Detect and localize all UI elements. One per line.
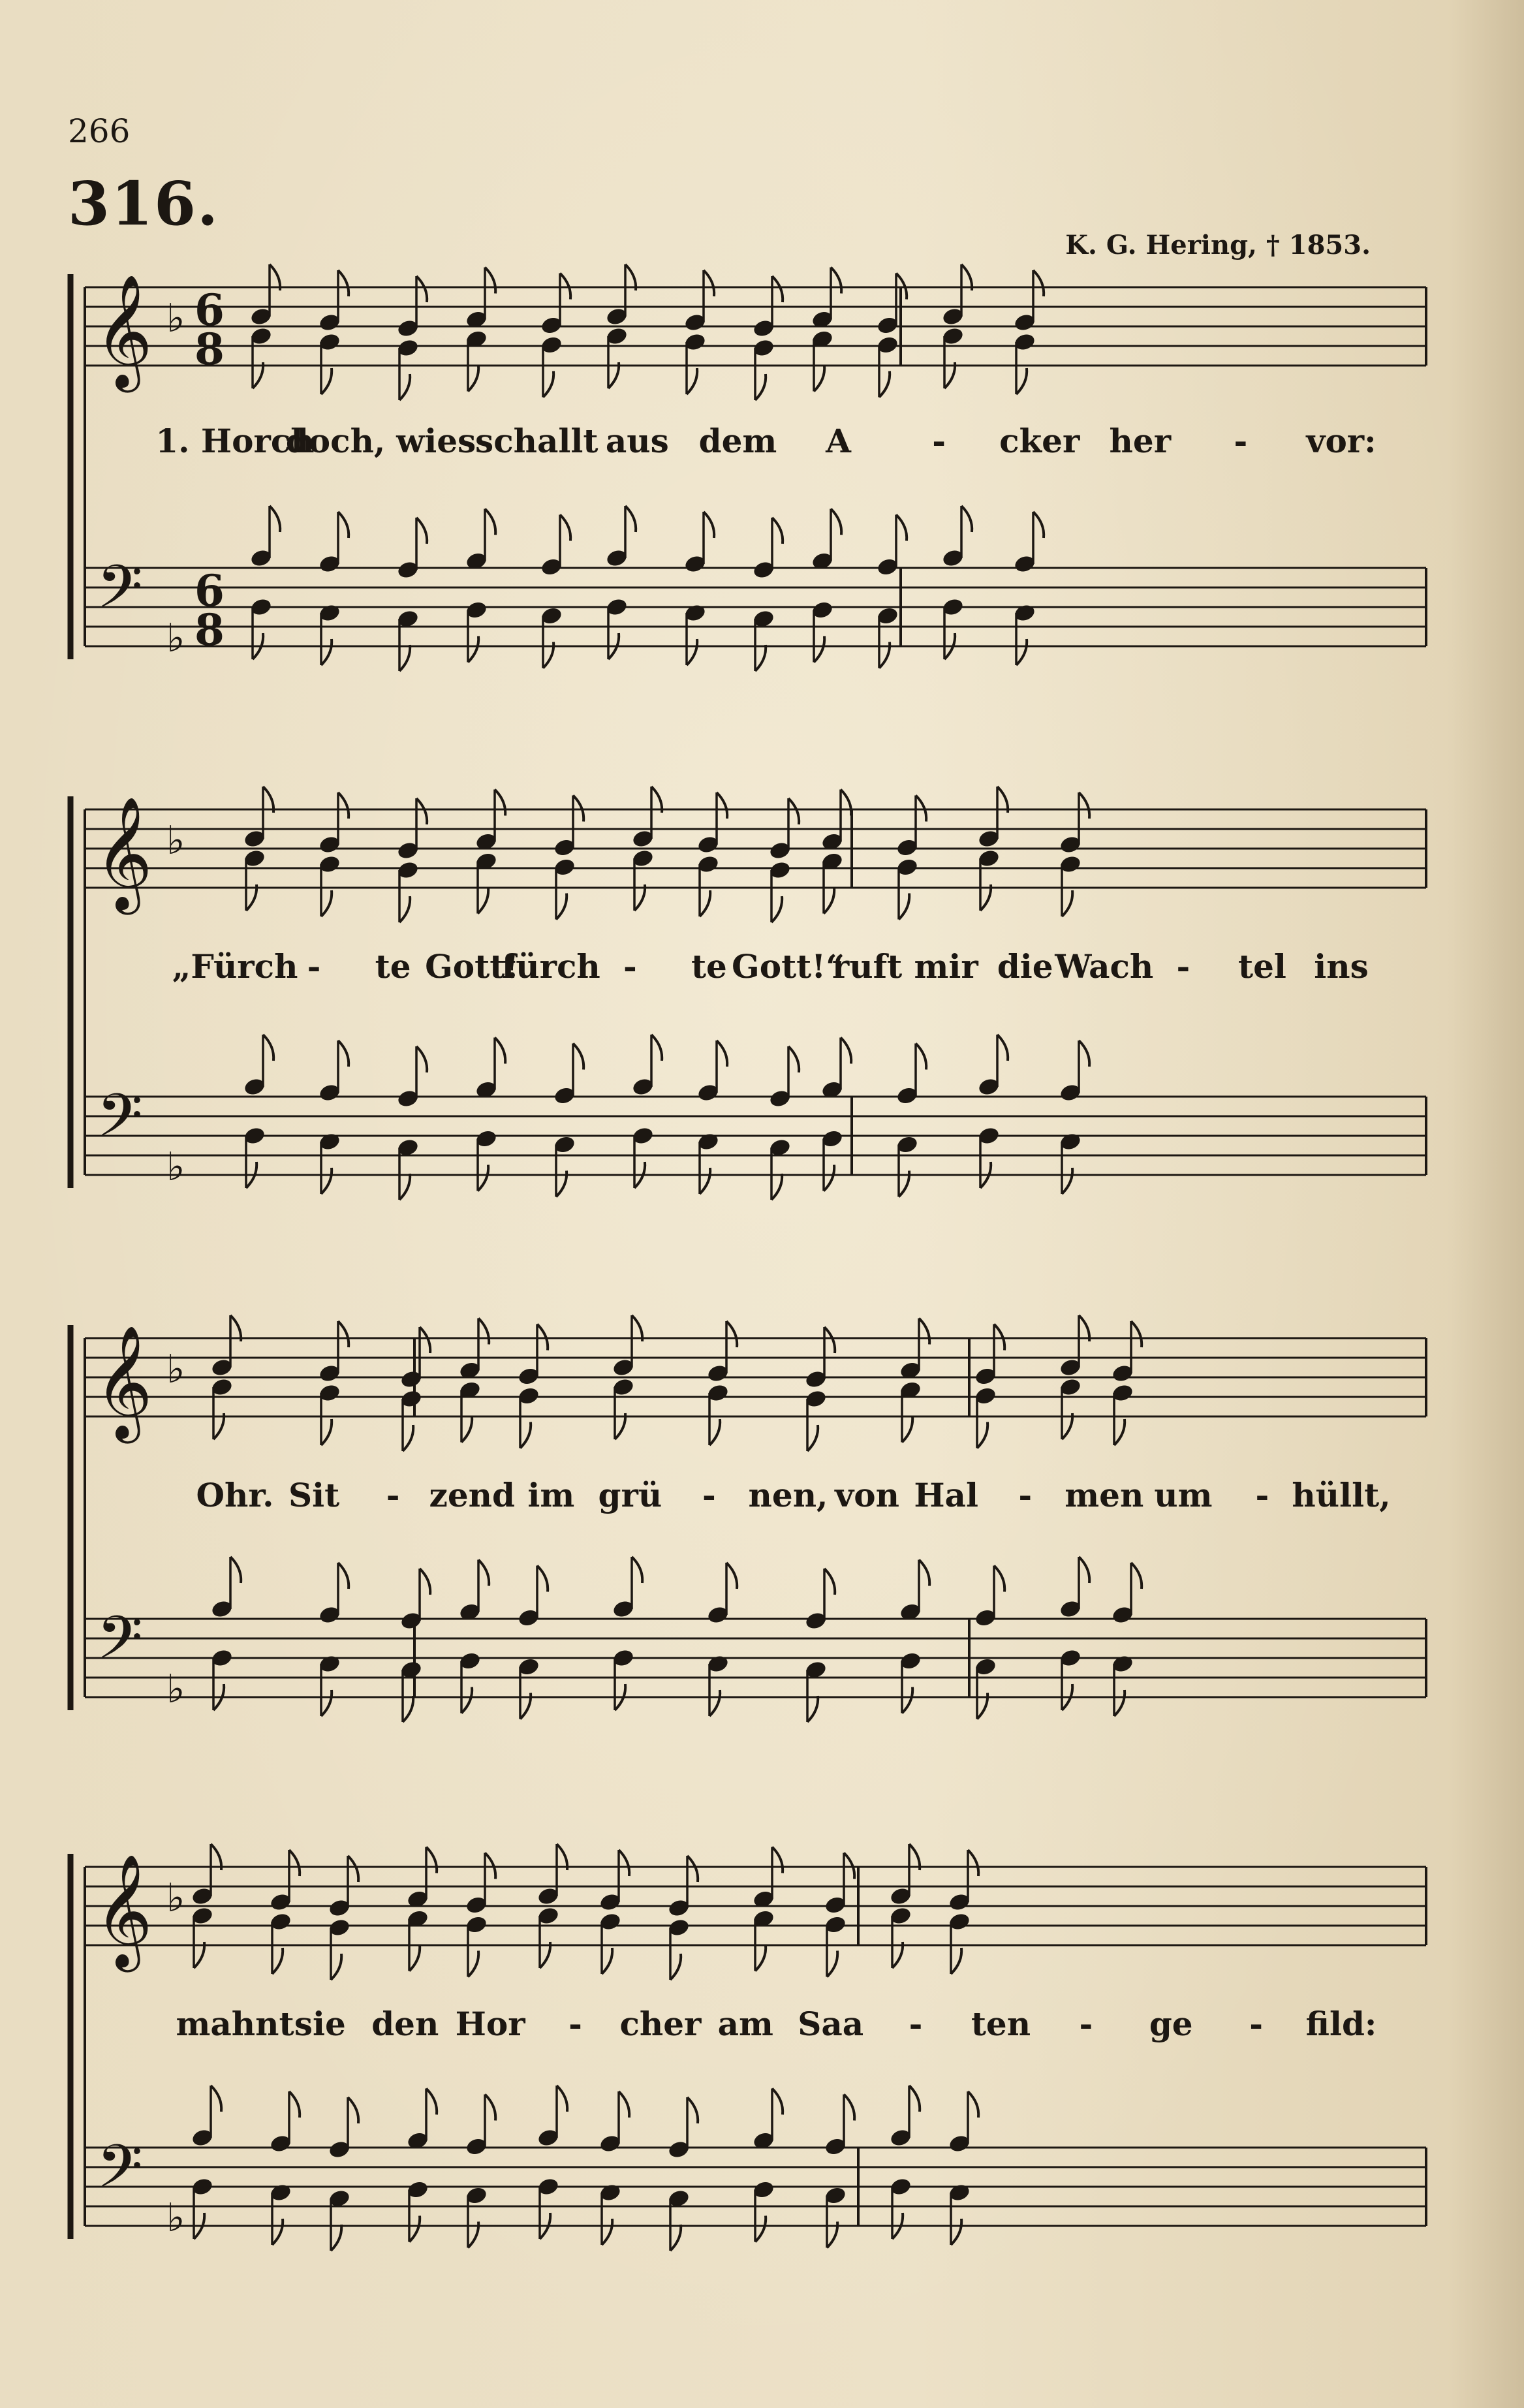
note-flag (272, 2219, 283, 2245)
lyric-syllable: Gott! (425, 947, 520, 986)
note-flag (670, 1954, 681, 1980)
note-flag (831, 268, 841, 294)
lyric-syllable: - (1249, 2005, 1263, 2043)
note-flag (485, 2095, 495, 2121)
note-flag (814, 366, 824, 392)
note-flag (902, 1416, 912, 1443)
note-flag (1016, 368, 1027, 394)
bass-clef-icon: 𝄢 (97, 2132, 143, 2215)
note-flag (399, 645, 410, 671)
lyric-syllable: mir (914, 947, 978, 986)
note-flag (338, 512, 349, 538)
note-flag (687, 1856, 698, 1882)
lyric-syllable: am (717, 2005, 773, 2043)
lyric-syllable: vor: (1306, 422, 1376, 460)
note-flag (1062, 890, 1072, 916)
lyric-syllable: - (568, 2005, 582, 2043)
note-flag (495, 790, 505, 816)
note-flag (772, 2089, 783, 2115)
lyric-syllable: fild: (1305, 2005, 1377, 2043)
page-number: 266 (68, 112, 131, 150)
note-flag (331, 2225, 341, 2251)
note-flag (700, 1168, 710, 1194)
lyric-syllable: fürch (501, 947, 600, 986)
note-flag (468, 1951, 478, 1977)
note-flag (1131, 1563, 1142, 1589)
note-flag (409, 2216, 420, 2242)
lyric-syllable: Hor (455, 2005, 525, 2043)
note-flag (807, 1696, 818, 1722)
time-signature-bottom: 8 (194, 324, 225, 375)
flat-sign-icon: ♭ (166, 1875, 185, 1921)
lyric-syllable: von (835, 1476, 899, 1514)
time-signature-bottom: 8 (194, 604, 225, 655)
note-flag (338, 792, 349, 819)
note-flag (478, 1319, 489, 1345)
note-flag (919, 1560, 929, 1586)
note-flag (1079, 1557, 1089, 1583)
note-flag (771, 896, 782, 922)
note-flag (844, 2095, 854, 2121)
note-flag (272, 1948, 283, 1974)
note-flag (348, 2097, 358, 2123)
lyric-syllable: te (375, 947, 411, 986)
note-flag (1033, 270, 1044, 296)
note-flag (1079, 792, 1089, 819)
flat-sign-icon: ♭ (166, 1347, 185, 1392)
lyric-syllable: sie (294, 2005, 346, 2043)
lyric-syllable: cker (999, 422, 1080, 460)
lyric-syllable: - (909, 2005, 923, 2043)
note-flag (841, 1038, 851, 1064)
note-flag (409, 1945, 420, 1971)
note-flag (709, 1419, 720, 1445)
note-flag (270, 506, 280, 532)
note-flag (573, 1044, 583, 1070)
note-flag (896, 515, 907, 541)
lyric-syllable: - (1176, 947, 1190, 986)
note-flag (338, 1321, 349, 1347)
note-flag (1114, 1690, 1125, 1716)
note-flag (909, 2086, 920, 2112)
lyric-syllable: ruft (832, 947, 903, 986)
note-flag (399, 896, 410, 922)
lyric-syllable: mahnt (176, 2005, 294, 2043)
note-flag (321, 368, 332, 394)
lyric-syllable: - (1255, 1476, 1269, 1514)
note-flag (416, 276, 427, 302)
lyric-syllable: men (1065, 1476, 1144, 1514)
bass-clef-icon: 𝄢 (97, 1603, 143, 1687)
note-flag (560, 515, 570, 541)
note-flag (968, 1850, 978, 1876)
note-flag (461, 1416, 472, 1443)
note-flag (704, 512, 714, 538)
note-flag (468, 636, 478, 663)
note-flag (717, 1040, 727, 1067)
note-flag (321, 1690, 332, 1716)
note-flag (495, 1038, 505, 1064)
time-signature-top: 6 (194, 565, 225, 616)
lyric-syllable: dem (698, 422, 777, 460)
note-flag (485, 509, 495, 535)
note-flag (321, 1168, 332, 1194)
flat-sign-icon: ♭ (166, 2195, 185, 2241)
note-flag (687, 639, 697, 665)
note-flag (997, 1035, 1008, 1061)
lyric-syllable: her (1109, 422, 1172, 460)
lyric-syllable: - (1234, 422, 1248, 460)
lyric-syllable: - (623, 947, 637, 986)
note-flag (824, 888, 834, 914)
note-flag (416, 798, 427, 824)
note-flag (687, 368, 697, 394)
note-flag (399, 374, 410, 400)
note-flag (841, 790, 851, 816)
note-flag (461, 1687, 472, 1713)
lyric-syllable: ins (1314, 947, 1369, 986)
note-flag (478, 1165, 488, 1191)
flat-sign-icon: ♭ (166, 818, 185, 864)
note-flag (961, 506, 972, 532)
note-flag (772, 518, 783, 544)
note-flag (478, 888, 488, 914)
note-flag (700, 890, 710, 916)
lyric-syllable: den (371, 2005, 439, 2043)
note-flag (289, 1850, 300, 1876)
note-flag (625, 506, 636, 532)
lyric-syllable: Saa (798, 2005, 864, 2043)
note-flag (331, 1954, 341, 1980)
note-flag (788, 1046, 799, 1072)
note-flag (321, 639, 332, 665)
lyric-syllable: nen, (748, 1476, 828, 1514)
note-flag (772, 276, 783, 302)
note-flag (772, 1847, 783, 1873)
note-flag (1033, 512, 1044, 538)
note-flag (807, 1425, 818, 1451)
note-flag (420, 1569, 430, 1595)
lyric-syllable: grü (598, 1476, 662, 1514)
note-flag (709, 1690, 720, 1716)
note-flag (788, 798, 799, 824)
lyric-syllable: ge (1149, 2005, 1193, 2043)
note-flag (919, 1319, 929, 1345)
note-flag (416, 518, 427, 544)
note-flag (994, 1566, 1004, 1592)
note-flag (824, 1569, 835, 1595)
lyric-syllable: doch, (285, 422, 386, 460)
flat-sign-icon: ♭ (166, 1666, 185, 1712)
note-flag (338, 270, 349, 296)
bass-clef-icon: 𝄢 (97, 552, 143, 636)
note-flag (230, 1557, 241, 1583)
note-flag (619, 2091, 629, 2118)
note-flag (485, 268, 495, 294)
time-signature-top: 6 (194, 285, 225, 336)
lyric-syllable: die (997, 947, 1053, 986)
note-flag (951, 2219, 961, 2245)
note-flag (968, 2091, 978, 2118)
note-flag (557, 2086, 567, 2112)
note-flag (824, 1327, 835, 1353)
note-flag (632, 1557, 642, 1583)
lyric-syllable: aus (605, 422, 669, 460)
lyric-syllable: tel (1237, 947, 1286, 986)
lyric-syllable: - (932, 422, 946, 460)
note-flag (899, 894, 909, 920)
note-flag (289, 2091, 300, 2118)
note-flag (831, 509, 841, 535)
note-flag (1114, 1419, 1125, 1445)
note-flag (426, 2089, 437, 2115)
note-flag (916, 1044, 926, 1070)
note-flag (602, 2219, 612, 2245)
note-flag (537, 1566, 548, 1592)
note-flag (755, 1945, 766, 1971)
lyric-syllable: - (1018, 1476, 1033, 1514)
note-flag (338, 1040, 349, 1067)
note-flag (704, 270, 714, 296)
lyric-syllable: Ohr. (196, 1476, 274, 1514)
lyric-syllable: - (386, 1476, 400, 1514)
note-flag (755, 2216, 766, 2242)
lyric-syllable: wies (396, 422, 476, 460)
note-flag (211, 2086, 221, 2112)
flat-sign-icon: ♭ (166, 616, 185, 661)
note-flag (687, 2097, 698, 2123)
lyric-syllable: zend (429, 1476, 515, 1514)
note-flag (263, 1035, 273, 1061)
note-flag (426, 1847, 437, 1873)
lyric-syllable: A (826, 422, 851, 460)
note-flag (651, 1035, 662, 1061)
note-flag (977, 1422, 987, 1448)
note-flag (827, 1951, 837, 1977)
lyric-syllable: schallt (475, 422, 599, 460)
note-flag (602, 1948, 612, 1974)
lyric-syllable: ten (971, 2005, 1031, 2043)
note-flag (403, 1425, 413, 1451)
note-flag (520, 1422, 531, 1448)
note-flag (416, 1046, 427, 1072)
lyric-syllable: „Fürch (172, 947, 298, 986)
note-flag (619, 1850, 629, 1876)
lyric-syllable: - (1079, 2005, 1093, 2043)
note-flag (348, 1856, 358, 1882)
hymn-number: 316. (68, 168, 220, 239)
note-flag (321, 890, 332, 916)
composer-credit: K. G. Hering, † 1853. (1065, 230, 1371, 260)
note-flag (726, 1563, 737, 1589)
note-flag (902, 1687, 912, 1713)
note-flag (403, 1696, 413, 1722)
treble-clef-icon: 𝄞 (95, 1325, 153, 1439)
note-flag (824, 1165, 834, 1191)
note-flag (1079, 1040, 1089, 1067)
flat-sign-icon: ♭ (166, 296, 185, 341)
flat-sign-icon: ♭ (166, 1144, 185, 1190)
note-flag (1131, 1321, 1142, 1347)
note-flag (468, 366, 478, 392)
note-flag (755, 374, 766, 400)
lyric-syllable: Gott!“ (732, 947, 845, 986)
note-flag (771, 1174, 782, 1200)
note-flag (399, 1174, 410, 1200)
note-flag (1016, 639, 1027, 665)
note-flag (338, 1563, 349, 1589)
lyric-syllable: Sit (288, 1476, 340, 1514)
note-flag (1062, 1168, 1072, 1194)
treble-clef-icon: 𝄞 (95, 1854, 153, 1967)
lyric-syllable: cher (619, 2005, 702, 2043)
note-flag (726, 1321, 737, 1347)
note-flag (478, 1560, 489, 1586)
lyric-syllable: Wach (1055, 947, 1154, 986)
note-flag (321, 1419, 332, 1445)
lyric-syllable: Hal (914, 1476, 978, 1514)
note-flag (670, 2225, 681, 2251)
treble-clef-icon: 𝄞 (95, 274, 153, 388)
note-flag (717, 792, 727, 819)
lyric-syllable: te (691, 947, 727, 986)
treble-clef-icon: 𝄞 (95, 796, 153, 910)
note-flag (755, 645, 766, 671)
note-flag (420, 1327, 430, 1353)
lyric-syllable: - (702, 1476, 716, 1514)
note-flag (951, 1948, 961, 1974)
lyric-syllable: - (307, 947, 321, 986)
note-flag (556, 894, 567, 920)
note-flag (543, 371, 553, 398)
lyric-syllable: 1. Horch (155, 422, 315, 460)
lyric-syllable: um (1154, 1476, 1213, 1514)
lyric-syllable: im (527, 1476, 575, 1514)
note-flag (879, 371, 890, 398)
lyric-syllable: hüllt, (1292, 1476, 1391, 1514)
note-flag (814, 636, 824, 663)
bass-clef-icon: 𝄢 (97, 1081, 143, 1165)
